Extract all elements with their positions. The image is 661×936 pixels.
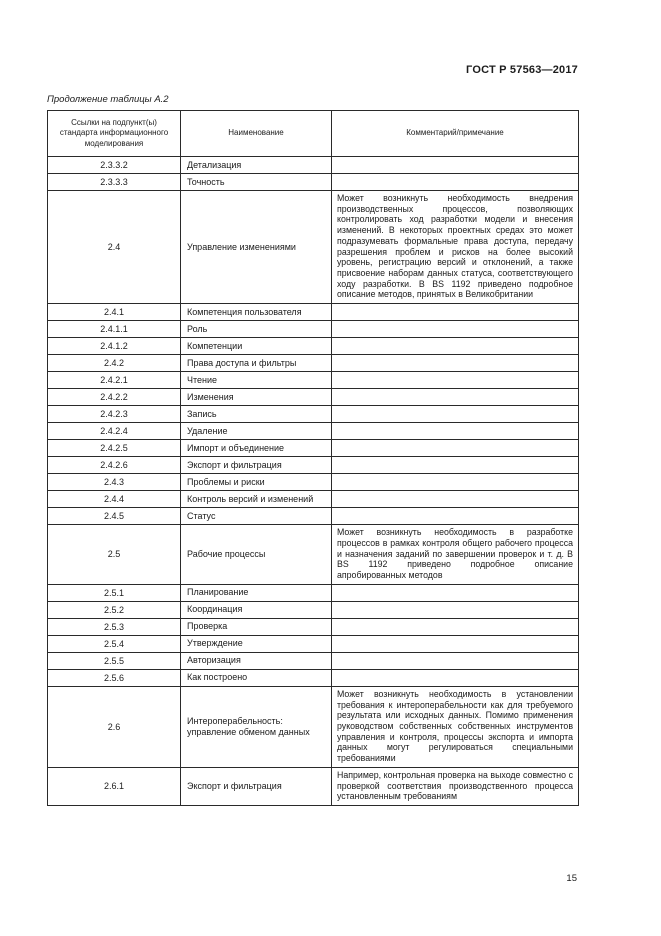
cell-name: Проверка [181,618,332,635]
cell-reference: 2.5.6 [48,669,181,686]
table-row [48,508,579,525]
cell-name: Удаление [181,423,332,440]
cell-comment [332,321,579,338]
cell-name: Планирование [181,584,332,601]
cell-comment [332,389,579,406]
cell-comment: Может возникнуть необходимость внедрения производственных процессов, позволяющих контролировать ход разработки модели и внесения изменений. В некоторых проектных средах это может подразумевать формальные права доступа, передачу разрешения проблем и рисков на более высокий уровень, регистрацию версий и отклонений, а также присвоение наборам данных статуса, соответствующего ходу разработки. В BS 1192 приведено подробное описание методов, принятых в Великобритании [332,191,579,304]
cell-name: Рабочие процессы [181,525,332,585]
table-row [48,321,579,338]
cell-name: Управление изменениями [181,191,332,304]
cell-name: Статус [181,508,332,525]
doc-header-standard-number: ГОСТ Р 57563—2017 [466,64,578,76]
table-row [48,174,579,191]
table-row [48,652,579,669]
cell-name: Импорт и объединение [181,440,332,457]
cell-name: Проблемы и риски [181,474,332,491]
column-header-comment: Комментарий/примечание [332,111,579,157]
cell-reference: 2.4.2.2 [48,389,181,406]
cell-comment [332,157,579,174]
cell-reference: 2.6.1 [48,767,181,805]
table-row [48,669,579,686]
table-row [48,767,579,805]
table-row [48,406,579,423]
cell-reference: 2.5.4 [48,635,181,652]
table-row [48,338,579,355]
table-row [48,491,579,508]
cell-name: Утверждение [181,635,332,652]
table-row [48,635,579,652]
table-row [48,157,579,174]
cell-comment [332,491,579,508]
cell-reference: 2.4.2 [48,355,181,372]
cell-reference: 2.5.3 [48,618,181,635]
cell-name: Запись [181,406,332,423]
cell-reference: 2.4.2.3 [48,406,181,423]
cell-name: Роль [181,321,332,338]
cell-reference: 2.4 [48,191,181,304]
cell-reference: 2.3.3.3 [48,174,181,191]
cell-reference: 2.4.2.4 [48,423,181,440]
cell-comment [332,584,579,601]
cell-reference: 2.4.4 [48,491,181,508]
cell-comment [332,474,579,491]
cell-comment [332,338,579,355]
table-row [48,440,579,457]
cell-name: Точность [181,174,332,191]
cell-reference: 2.4.1 [48,304,181,321]
cell-name: Координация [181,601,332,618]
table-row [48,525,579,585]
table-row [48,355,579,372]
cell-reference: 2.4.1.1 [48,321,181,338]
cell-comment [332,174,579,191]
column-header-references: Ссылки на подпункт(ы) стандарта информационного моделирования [48,111,181,157]
table-row [48,304,579,321]
cell-name: Изменения [181,389,332,406]
cell-comment [332,355,579,372]
cell-name: Права доступа и фильтры [181,355,332,372]
cell-comment [332,372,579,389]
cell-comment [332,457,579,474]
cell-reference: 2.5.5 [48,652,181,669]
table-row [48,601,579,618]
table-header [48,111,579,157]
cell-comment [332,618,579,635]
cell-reference: 2.4.2.6 [48,457,181,474]
table-header-row [48,111,579,157]
cell-reference: 2.4.5 [48,508,181,525]
cell-reference: 2.4.2.5 [48,440,181,457]
cell-reference: 2.5.1 [48,584,181,601]
cell-reference: 2.4.3 [48,474,181,491]
cell-name: Авторизация [181,652,332,669]
cell-comment [332,508,579,525]
table-a2 [47,110,579,806]
cell-name: Экспорт и фильтрация [181,457,332,474]
cell-name: Контроль версий и изменений [181,491,332,508]
cell-name: Компетенции [181,338,332,355]
cell-comment [332,406,579,423]
table-row [48,372,579,389]
table-row [48,618,579,635]
cell-name: Экспорт и фильтрация [181,767,332,805]
cell-reference: 2.6 [48,686,181,767]
cell-name: Детализация [181,157,332,174]
column-header-name: Наименование [181,111,332,157]
cell-comment [332,304,579,321]
table-caption: Продолжение таблицы А.2 [47,94,169,105]
cell-comment: Например, контрольная проверка на выходе совместно с проверкой соответствия производственного процесса установленным требованиям [332,767,579,805]
cell-comment: Может возникнуть необходимость в установлении требования к интероперабельности как для требуемого результата или исходных данных. Помимо применения руководством собственных собственных инструментов управления и контроля, процессы экспорта и импорта данных могут регулироваться специальными требованиями [332,686,579,767]
table-row [48,389,579,406]
cell-comment [332,669,579,686]
cell-name: Интероперабельность: управление обменом данных [181,686,332,767]
cell-reference: 2.3.3.2 [48,157,181,174]
cell-reference: 2.5.2 [48,601,181,618]
cell-comment [332,601,579,618]
cell-name: Чтение [181,372,332,389]
cell-comment: Может возникнуть необходимость в разработке процессов в рамках контроля общего рабочего процесса и назначения заданий по завершении проверок и т. д. В BS 1192 приведено подробное описание апробированных методов [332,525,579,585]
table-row [48,584,579,601]
cell-comment [332,423,579,440]
cell-name: Компетенция пользователя [181,304,332,321]
cell-comment [332,635,579,652]
table-row [48,474,579,491]
table-row [48,686,579,767]
page-number: 15 [566,873,577,884]
cell-reference: 2.4.2.1 [48,372,181,389]
cell-comment [332,652,579,669]
table-row [48,457,579,474]
table-row [48,191,579,304]
cell-name: Как построено [181,669,332,686]
table-row [48,423,579,440]
cell-reference: 2.4.1.2 [48,338,181,355]
cell-comment [332,440,579,457]
cell-reference: 2.5 [48,525,181,585]
table-body [48,157,579,806]
